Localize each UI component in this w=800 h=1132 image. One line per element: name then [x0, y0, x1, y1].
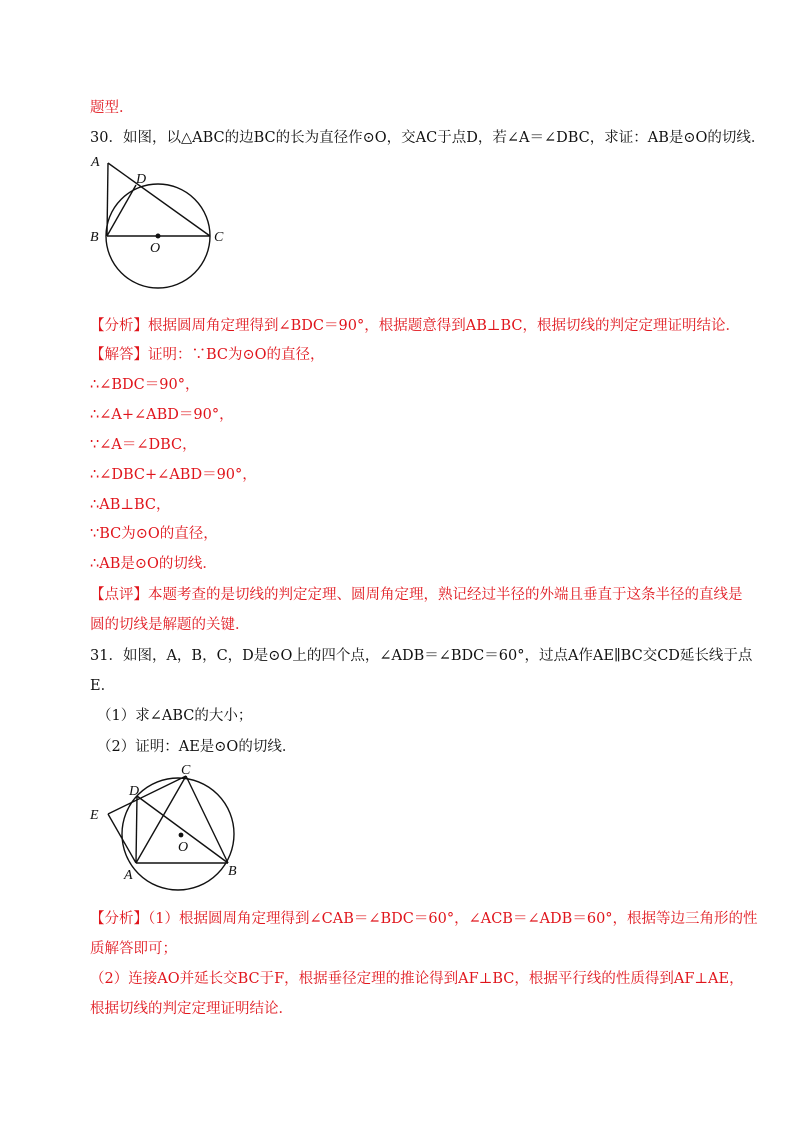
label-b: B [90, 230, 99, 245]
comment-q30-line-2: 圆的切线是解题的关键． [90, 617, 250, 633]
label-o: O [178, 840, 189, 855]
analysis-q31-line-3: （2）连接AO并延长交BC于F，根据垂径定理的推论得到AF⊥BC，根据平行线的性质得到AF⊥AE， [90, 971, 744, 987]
figure-q30-circle-triangle [86, 150, 246, 290]
label-d: D [136, 172, 147, 187]
segment-bd [107, 185, 136, 236]
analysis-q31-line-1: 【分析】（1）根据圆周角定理得到∠CAB＝∠BDC＝60°，∠ACB＝∠ADB＝60°，根据等边三角形的性 [90, 911, 758, 927]
center-dot-o [156, 234, 161, 239]
solution-q30-line-8: ∴AB是⊙O的切线． [90, 556, 217, 572]
label-e: E [90, 808, 99, 823]
label-d: D [129, 784, 140, 799]
segment-ae [108, 814, 136, 863]
solution-q30-line-2: ∴∠BDC＝90°， [90, 377, 200, 393]
segment-da [136, 796, 137, 863]
analysis-q31-line-2: 质解答即可； [90, 941, 177, 957]
label-a: A [91, 155, 100, 170]
comment-q30-line-1: 【点评】本题考查的是切线的判定定理、圆周角定理，熟记经过半径的外端且垂直于这条半径的直线是 [90, 587, 743, 603]
solution-q30-line-6: ∴AB⊥BC， [90, 497, 171, 513]
label-c: C [214, 230, 224, 245]
question-31-stem-line-1: 31．如图，A，B，C，D是⊙O上的四个点，∠ADB＝∠BDC＝60°，过点A作AE∥BC交CD延长线于点 [90, 648, 753, 664]
solution-q30-line-5: ∴∠DBC+∠ABD＝90°， [90, 467, 257, 483]
label-c: C [181, 763, 191, 778]
question-30-stem: 30．如图，以△ABC的边BC的长为直径作⊙O，交AC于点D，若∠A＝∠DBC，求证：AB是⊙O的切线． [90, 130, 766, 146]
segment-bc [186, 776, 228, 863]
question-31-stem-line-2: E． [90, 678, 116, 694]
solution-q30-line-7: ∵BC为⊙O的直径， [90, 526, 218, 542]
figure-q31-circle-quadrilateral [86, 762, 256, 892]
segment-ab [107, 163, 108, 236]
analysis-q31-line-4: 根据切线的判定定理证明结论． [90, 1001, 293, 1017]
question-31-part-2: （2）证明：AE是⊙O的切线． [97, 739, 297, 755]
text-line-intro-end: 题型． [90, 100, 134, 116]
label-b: B [228, 864, 237, 879]
label-a: A [124, 868, 133, 883]
question-31-part-1: （1）求∠ABC的大小； [97, 708, 253, 724]
solution-q30-line-1: 【解答】证明：∵BC为⊙O的直径， [90, 347, 325, 363]
solution-q30-line-4: ∵∠A＝∠DBC， [90, 437, 197, 453]
solution-q30-line-3: ∴∠A+∠ABD＝90°， [90, 407, 234, 423]
center-dot-o [179, 833, 184, 838]
analysis-q30: 【分析】根据圆周角定理得到∠BDC＝90°，根据题意得到AB⊥BC，根据切线的判定定理证明结论． [90, 318, 741, 334]
label-o: O [150, 241, 161, 256]
